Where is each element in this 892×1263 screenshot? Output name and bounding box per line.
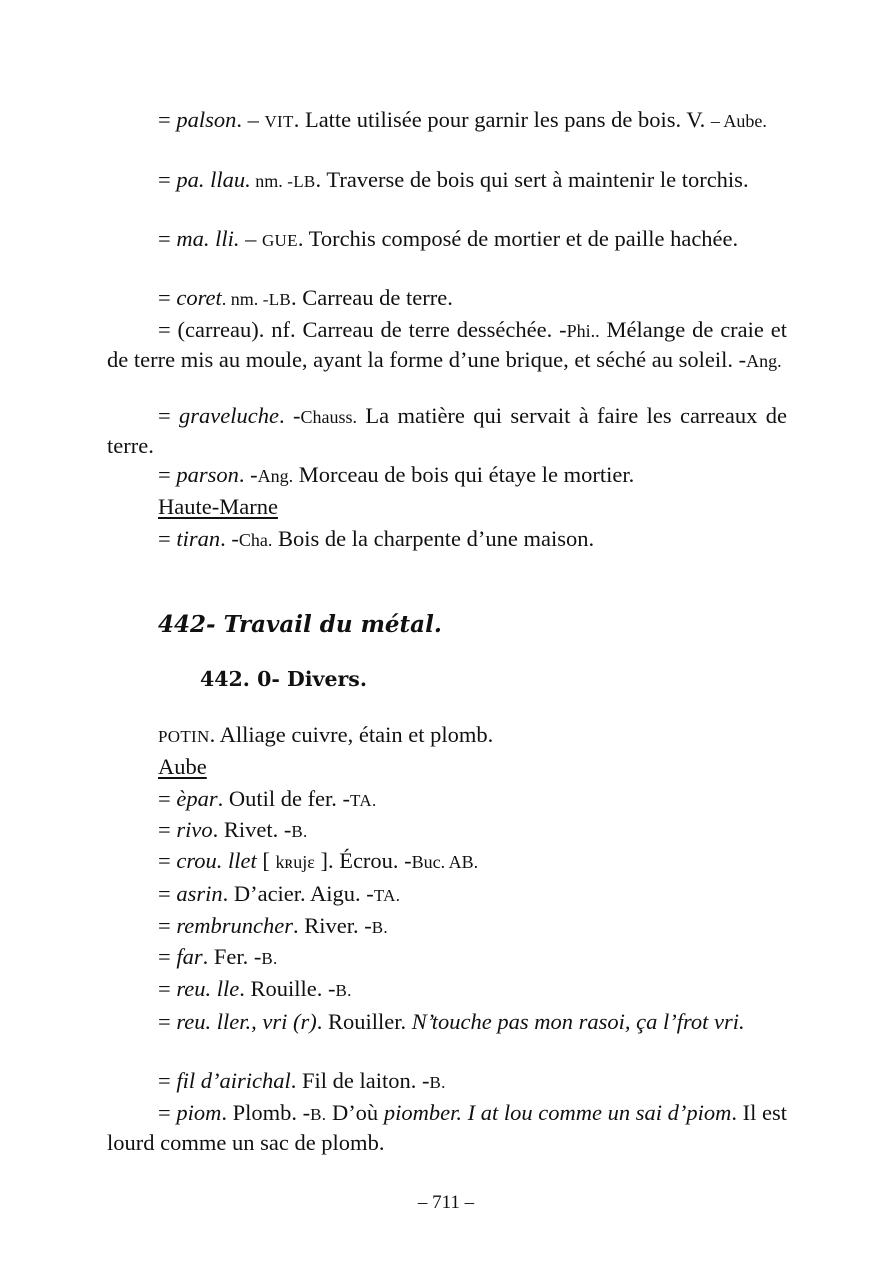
entry-definition: = (carreau). nf. Carreau de terre desséchée. -: [158, 317, 567, 342]
entry-definition: . Carreau de terre.: [291, 285, 453, 310]
entry-source: -LB: [287, 172, 316, 191]
entry-epar: [158, 785, 377, 815]
entry-definition: . Fil de laiton. -: [290, 1068, 430, 1093]
entry-source: Ang.: [257, 466, 294, 486]
entry-definition: . Traverse de bois qui sert à maintenir le torchis.: [315, 167, 749, 192]
entry-headword: POTIN: [158, 727, 210, 746]
entry-grammar: . nm.: [221, 289, 263, 309]
entry-text: [: [256, 848, 276, 873]
entry-source: TA.: [350, 791, 377, 810]
entry-definition: . Rivet. -: [212, 817, 292, 842]
entry-definition: . D’acier. Aigu. -: [222, 881, 374, 906]
entry-reuller: [107, 1008, 787, 1036]
entry-headword: graveluche: [179, 403, 280, 428]
entry-text: =: [158, 403, 180, 428]
entry-text: =: [158, 976, 177, 1001]
entry-definition: Mélange de craie et de terre mis au moule, ayant la forme d’une brique, et séché au soleil. -: [107, 317, 787, 372]
entry-headword: rivo: [176, 817, 213, 842]
entry-example: N’touche pas mon rasoi, ça l’frot vri.: [411, 1009, 745, 1034]
entry-source: B.: [291, 822, 308, 841]
entry-headword: pa. llau.: [176, 167, 251, 192]
entry-text: =: [158, 817, 177, 842]
entry-text: =: [158, 462, 177, 487]
entry-text: =: [158, 786, 177, 811]
entry-text: =: [158, 913, 177, 938]
entry-headword: coret: [176, 285, 222, 310]
entry-definition: Morceau de bois qui étaye le mortier.: [293, 462, 635, 487]
entry-headword: asrin: [176, 881, 223, 906]
entry-malli: [107, 225, 787, 255]
entry-source: Buc. AB.: [411, 852, 479, 872]
entry-rembruncher: [158, 912, 388, 942]
entry-definition: ]. Écrou. -: [314, 848, 412, 873]
region-heading-haute-marne: Haute-Marne: [158, 494, 278, 519]
entry-source: B.: [310, 1105, 327, 1124]
entry-headword: far: [176, 944, 203, 969]
entry-definition: . Torchis composé de mortier et de paille hachée.: [297, 226, 739, 251]
entry-text: =: [158, 1009, 177, 1034]
entry-source: B.: [261, 949, 278, 968]
entry-headword: ma. lli.: [176, 226, 240, 251]
entry-pallau: [107, 166, 787, 196]
entry-text: =: [158, 107, 177, 132]
entry-text: =: [158, 526, 177, 551]
entry-asrin: [158, 880, 400, 910]
entry-source: Chauss.: [300, 407, 358, 427]
entry-potin: [158, 721, 493, 751]
entry-tiran: [158, 525, 594, 555]
entry-text: =: [158, 167, 177, 192]
entry-source: TA.: [373, 886, 401, 905]
entry-definition: . Alliage cuivre, étain et plomb.: [209, 722, 494, 747]
entry-definition: . Plomb. -: [221, 1100, 311, 1125]
entry-definition: . Rouille. -: [239, 976, 336, 1001]
section-title: 442- Travail du métal.: [158, 611, 442, 638]
entry-headword: èpar: [176, 786, 218, 811]
entry-text: . -: [238, 462, 258, 487]
subsection-title: 442. 0- Divers.: [200, 667, 367, 691]
entry-text: . -: [220, 526, 239, 551]
entry-definition: La matière qui servait à faire les carreaux de terre.: [107, 403, 787, 458]
entry-definition: . Latte utilisée pour garnir les pans de bois. V.: [293, 107, 711, 132]
entry-reulle: [158, 975, 352, 1005]
entry-far: [158, 943, 278, 973]
entry-definition: . Rouiller.: [316, 1009, 412, 1034]
entry-source: B.: [335, 981, 352, 1000]
entry-croullet: [158, 847, 478, 877]
entry-headword: tiran: [176, 526, 221, 551]
entry-graveluche: [107, 402, 787, 459]
entry-phonetic: kʀujɛ: [275, 852, 315, 872]
entry-text: =: [158, 944, 177, 969]
entry-coret: [107, 284, 787, 314]
entry-headword: fil d’airichal: [176, 1068, 291, 1093]
entry-source: VIT: [264, 112, 294, 131]
entry-source: B.: [371, 918, 388, 937]
entry-headword: rembruncher: [176, 913, 293, 938]
entry-text: . –: [236, 107, 265, 132]
entry-definition: Bois de la charpente d’une maison.: [272, 526, 595, 551]
entry-text: =: [158, 1068, 177, 1093]
entry-source: Ang.: [746, 350, 782, 371]
entry-headword: reu. ller., vri (r): [176, 1009, 317, 1034]
entry-headword: parson: [176, 462, 239, 487]
entry-text: =: [158, 848, 177, 873]
entry-parson: [107, 461, 787, 491]
entry-source: Phi..: [566, 321, 600, 341]
entry-source: GUE: [261, 231, 298, 250]
entry-headword: reu. lle: [176, 976, 240, 1001]
entry-source: – Aube.: [710, 111, 767, 131]
entry-text: =: [158, 881, 177, 906]
entry-source: -LB: [262, 290, 292, 309]
entry-definition: . Fer. -: [202, 944, 262, 969]
entry-headword: palson: [176, 107, 237, 132]
entry-rivo: [158, 816, 308, 846]
entry-example: piomber. I at lou comme un sai d’piom: [383, 1100, 732, 1125]
entry-text: . -: [279, 403, 301, 428]
entry-piom: [107, 1099, 787, 1156]
entry-source: Cha.: [238, 530, 273, 550]
entry-headword: piom: [176, 1100, 222, 1125]
page-number: – 711 –: [417, 1192, 475, 1213]
entry-translation: . Il est lourd comme un sac de plomb.: [107, 1100, 787, 1155]
entry-text: D’où: [326, 1100, 384, 1125]
entry-headword: crou. llet: [176, 848, 257, 873]
entry-definition: . River. -: [292, 913, 372, 938]
entry-carreau: [107, 316, 787, 375]
entry-definition: . Outil de fer. -: [217, 786, 351, 811]
entry-fil-dairichal: [158, 1067, 446, 1097]
entry-grammar: nm.: [250, 171, 288, 191]
entry-source: B.: [429, 1073, 446, 1092]
entry-palson: [107, 106, 787, 136]
entry-text: =: [158, 285, 177, 310]
entry-text: –: [239, 226, 262, 251]
region-heading-aube: Aube: [158, 754, 207, 779]
entry-text: =: [158, 1100, 177, 1125]
entry-text: =: [158, 226, 177, 251]
